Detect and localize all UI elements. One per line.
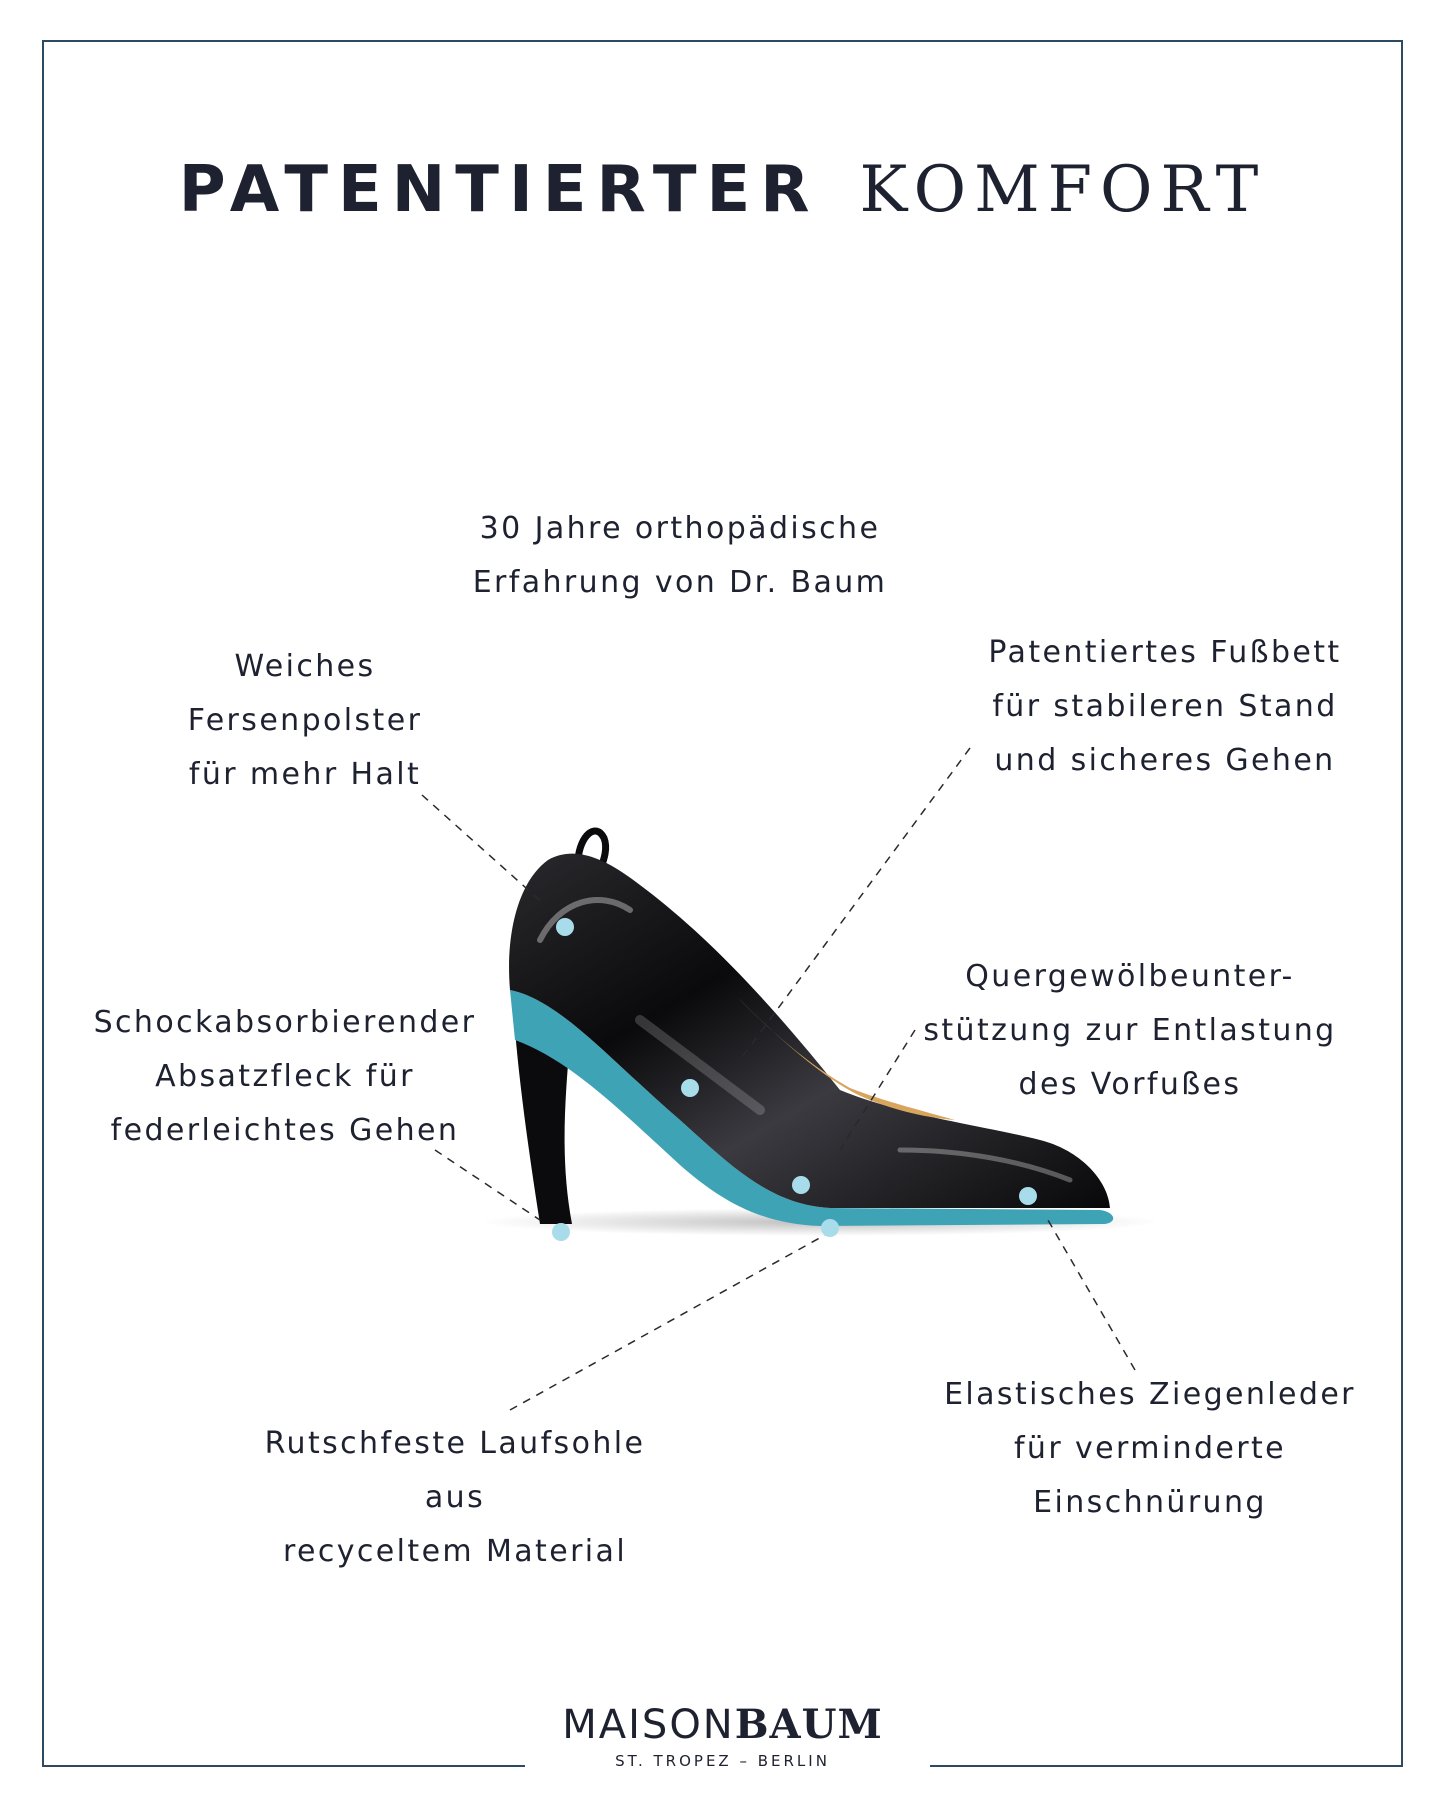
- callout-outsole: [245, 1417, 665, 1579]
- leader-leather: [1045, 1215, 1135, 1370]
- callout-line: Rutschfeste Laufsohle: [264, 1426, 646, 1461]
- leader-heel-tip: [435, 1150, 540, 1220]
- brand-name-bold: BAUM: [734, 1701, 883, 1748]
- title-part2: KOMFORT: [859, 153, 1267, 227]
- callout-line: Weiches: [234, 649, 376, 684]
- callout-line: stützung zur Entlastung: [923, 1013, 1337, 1048]
- callout-heel-tip: [75, 996, 495, 1158]
- callout-line: 30 Jahre orthopädische: [479, 511, 881, 546]
- title-part1: PATENTIERTER: [178, 153, 820, 227]
- callout-line: aus: [424, 1480, 486, 1515]
- callout-line: des Vorfußes: [1018, 1067, 1242, 1102]
- callout-experience: [440, 502, 920, 610]
- callout-line: Einschnürung: [1033, 1485, 1267, 1520]
- callout-footbed: [955, 626, 1375, 788]
- callout-line: und sicheres Gehen: [994, 743, 1336, 778]
- brand-logo: [0, 1700, 1445, 1770]
- brand-name-light: MAISON: [562, 1702, 735, 1748]
- feature-dot-icon: [556, 918, 574, 936]
- callout-line: Absatzfleck für: [155, 1059, 415, 1094]
- feature-dot-icon: [821, 1219, 839, 1237]
- callout-line: Patentiertes Fußbett: [988, 635, 1342, 670]
- brand-tagline: ST. TROPEZ – BERLIN: [615, 1752, 830, 1770]
- callout-arch: [905, 950, 1355, 1112]
- callout-line: Fersenpolster: [187, 703, 423, 738]
- feature-dot-icon: [681, 1079, 699, 1097]
- callout-line: recyceltem Material: [282, 1534, 628, 1569]
- callout-line: für verminderte: [1013, 1431, 1287, 1466]
- callout-line: für stabileren Stand: [992, 689, 1338, 724]
- callout-line: für mehr Halt: [188, 757, 422, 792]
- feature-dot-icon: [552, 1223, 570, 1241]
- leader-heel-pad: [422, 795, 545, 905]
- feature-dot-icon: [792, 1176, 810, 1194]
- feature-dot-icon: [1019, 1187, 1037, 1205]
- callout-heel-pad: [155, 640, 455, 802]
- brand-name: [0, 1700, 1445, 1750]
- callout-leather: [925, 1368, 1375, 1530]
- callout-line: Erfahrung von Dr. Baum: [472, 565, 888, 600]
- leader-outsole: [510, 1235, 825, 1410]
- callout-line: Elastisches Ziegenleder: [944, 1377, 1356, 1412]
- callout-line: Quergewölbeunter-: [965, 959, 1295, 994]
- callout-line: federleichtes Gehen: [110, 1113, 460, 1148]
- callout-line: Schockabsorbierender: [93, 1005, 477, 1040]
